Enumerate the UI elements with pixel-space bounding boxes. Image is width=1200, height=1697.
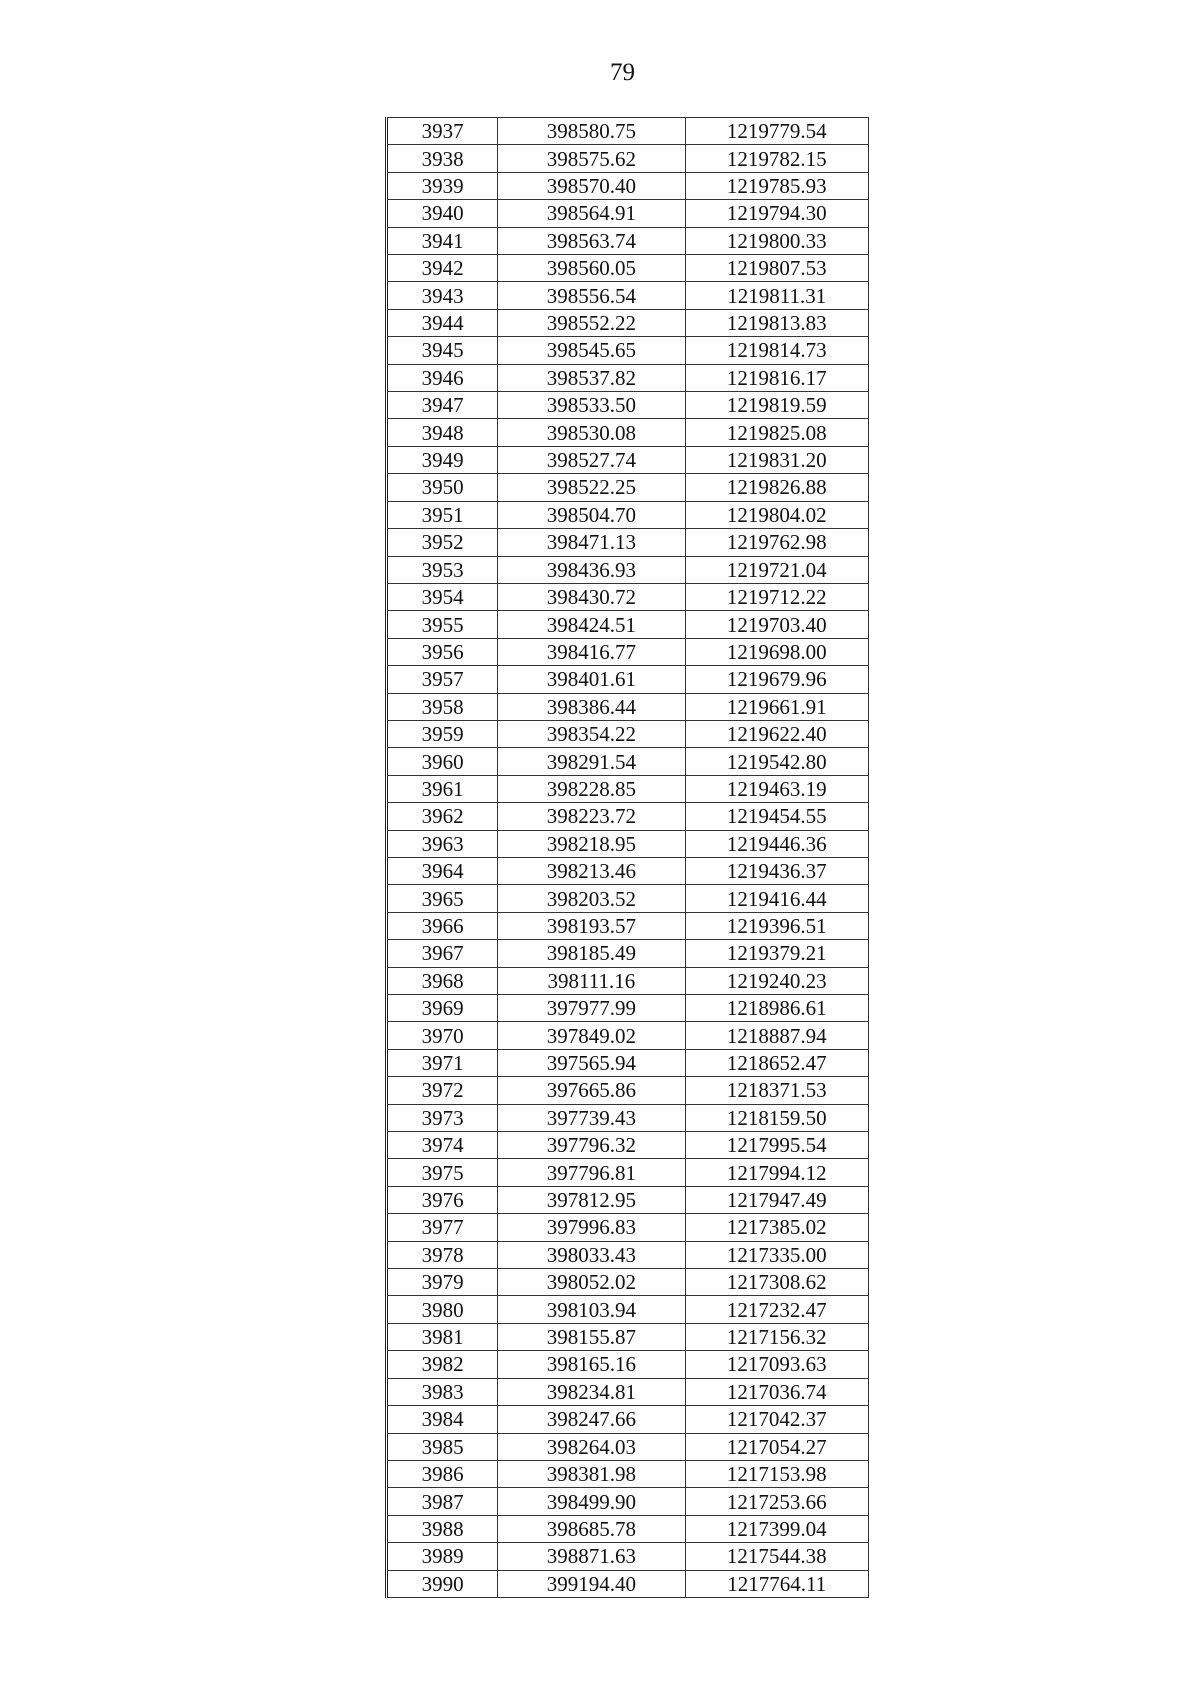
y-coordinate-cell: 1219831.20 — [685, 446, 868, 473]
x-coordinate-cell: 398522.25 — [498, 474, 685, 501]
y-coordinate-cell: 1217308.62 — [685, 1269, 868, 1296]
y-coordinate-cell: 1217544.38 — [685, 1543, 868, 1570]
table-row — [387, 1488, 869, 1515]
x-coordinate-cell: 398504.70 — [498, 501, 685, 528]
point-number-cell: 3981 — [387, 1323, 498, 1350]
point-number-cell: 3984 — [387, 1406, 498, 1433]
point-number-cell: 3940 — [387, 200, 498, 227]
table-row — [387, 1460, 869, 1487]
x-coordinate-cell: 397849.02 — [498, 1022, 685, 1049]
table-row — [387, 474, 869, 501]
y-coordinate-cell: 1219396.51 — [685, 912, 868, 939]
x-coordinate-cell: 397739.43 — [498, 1104, 685, 1131]
y-coordinate-cell: 1217093.63 — [685, 1351, 868, 1378]
table-row — [387, 940, 869, 967]
table-row — [387, 1296, 869, 1323]
table-row — [387, 556, 869, 583]
table-row — [387, 1241, 869, 1268]
coordinates-table-body — [387, 118, 869, 1598]
y-coordinate-cell: 1219698.00 — [685, 638, 868, 665]
point-number-cell: 3942 — [387, 255, 498, 282]
point-number-cell: 3969 — [387, 995, 498, 1022]
y-coordinate-cell: 1217764.11 — [685, 1570, 868, 1597]
x-coordinate-cell: 397812.95 — [498, 1186, 685, 1213]
point-number-cell: 3939 — [387, 172, 498, 199]
point-number-cell: 3956 — [387, 638, 498, 665]
y-coordinate-cell: 1217153.98 — [685, 1460, 868, 1487]
table-row — [387, 392, 869, 419]
point-number-cell: 3973 — [387, 1104, 498, 1131]
point-number-cell: 3978 — [387, 1241, 498, 1268]
y-coordinate-cell: 1219661.91 — [685, 693, 868, 720]
x-coordinate-cell: 398556.54 — [498, 282, 685, 309]
y-coordinate-cell: 1219721.04 — [685, 556, 868, 583]
x-coordinate-cell: 398228.85 — [498, 775, 685, 802]
y-coordinate-cell: 1219825.08 — [685, 419, 868, 446]
table-row — [387, 364, 869, 391]
table-row — [387, 885, 869, 912]
point-number-cell: 3986 — [387, 1460, 498, 1487]
x-coordinate-cell: 398264.03 — [498, 1433, 685, 1460]
table-row — [387, 748, 869, 775]
point-number-cell: 3958 — [387, 693, 498, 720]
y-coordinate-cell: 1217253.66 — [685, 1488, 868, 1515]
x-coordinate-cell: 397996.83 — [498, 1214, 685, 1241]
table-row — [387, 227, 869, 254]
x-coordinate-cell: 397977.99 — [498, 995, 685, 1022]
y-coordinate-cell: 1219826.88 — [685, 474, 868, 501]
table-row — [387, 1406, 869, 1433]
y-coordinate-cell: 1219454.55 — [685, 803, 868, 830]
x-coordinate-cell: 398575.62 — [498, 145, 685, 172]
point-number-cell: 3983 — [387, 1378, 498, 1405]
point-number-cell: 3980 — [387, 1296, 498, 1323]
x-coordinate-cell: 398560.05 — [498, 255, 685, 282]
point-number-cell: 3954 — [387, 583, 498, 610]
point-number-cell: 3961 — [387, 775, 498, 802]
table-row — [387, 967, 869, 994]
point-number-cell: 3964 — [387, 857, 498, 884]
table-row — [387, 309, 869, 336]
point-number-cell: 3987 — [387, 1488, 498, 1515]
y-coordinate-cell: 1219436.37 — [685, 857, 868, 884]
table-row — [387, 857, 869, 884]
y-coordinate-cell: 1219712.22 — [685, 583, 868, 610]
point-number-cell: 3967 — [387, 940, 498, 967]
x-coordinate-cell: 398291.54 — [498, 748, 685, 775]
point-number-cell: 3988 — [387, 1515, 498, 1542]
point-number-cell: 3959 — [387, 720, 498, 747]
table-row — [387, 1022, 869, 1049]
x-coordinate-cell: 397665.86 — [498, 1077, 685, 1104]
x-coordinate-cell: 398247.66 — [498, 1406, 685, 1433]
x-coordinate-cell: 398416.77 — [498, 638, 685, 665]
table-row — [387, 1132, 869, 1159]
point-number-cell: 3945 — [387, 337, 498, 364]
y-coordinate-cell: 1219416.44 — [685, 885, 868, 912]
table-row — [387, 720, 869, 747]
x-coordinate-cell: 398527.74 — [498, 446, 685, 473]
y-coordinate-cell: 1219542.80 — [685, 748, 868, 775]
x-coordinate-cell: 398537.82 — [498, 364, 685, 391]
point-number-cell: 3968 — [387, 967, 498, 994]
point-number-cell: 3941 — [387, 227, 498, 254]
y-coordinate-cell: 1219762.98 — [685, 529, 868, 556]
table-row — [387, 1543, 869, 1570]
table-row — [387, 995, 869, 1022]
y-coordinate-cell: 1217156.32 — [685, 1323, 868, 1350]
x-coordinate-cell: 398111.16 — [498, 967, 685, 994]
x-coordinate-cell: 398580.75 — [498, 118, 685, 145]
y-coordinate-cell: 1219804.02 — [685, 501, 868, 528]
point-number-cell: 3948 — [387, 419, 498, 446]
point-number-cell: 3943 — [387, 282, 498, 309]
point-number-cell: 3979 — [387, 1269, 498, 1296]
point-number-cell: 3990 — [387, 1570, 498, 1597]
x-coordinate-cell: 398545.65 — [498, 337, 685, 364]
y-coordinate-cell: 1217042.37 — [685, 1406, 868, 1433]
table-row — [387, 1323, 869, 1350]
table-row — [387, 1378, 869, 1405]
table-row — [387, 803, 869, 830]
table-row — [387, 255, 869, 282]
table-row — [387, 1049, 869, 1076]
point-number-cell: 3977 — [387, 1214, 498, 1241]
table-row — [387, 1515, 869, 1542]
x-coordinate-cell: 398471.13 — [498, 529, 685, 556]
point-number-cell: 3944 — [387, 309, 498, 336]
x-coordinate-cell: 398430.72 — [498, 583, 685, 610]
y-coordinate-cell: 1219813.83 — [685, 309, 868, 336]
table-row — [387, 282, 869, 309]
x-coordinate-cell: 398563.74 — [498, 227, 685, 254]
table-row — [387, 1269, 869, 1296]
y-coordinate-cell: 1217995.54 — [685, 1132, 868, 1159]
point-number-cell: 3962 — [387, 803, 498, 830]
y-coordinate-cell: 1219446.36 — [685, 830, 868, 857]
y-coordinate-cell: 1219779.54 — [685, 118, 868, 145]
y-coordinate-cell: 1219379.21 — [685, 940, 868, 967]
y-coordinate-cell: 1219816.17 — [685, 364, 868, 391]
x-coordinate-cell: 397565.94 — [498, 1049, 685, 1076]
x-coordinate-cell: 398685.78 — [498, 1515, 685, 1542]
x-coordinate-cell: 398499.90 — [498, 1488, 685, 1515]
point-number-cell: 3965 — [387, 885, 498, 912]
y-coordinate-cell: 1218159.50 — [685, 1104, 868, 1131]
point-number-cell: 3951 — [387, 501, 498, 528]
x-coordinate-cell: 398354.22 — [498, 720, 685, 747]
x-coordinate-cell: 398052.02 — [498, 1269, 685, 1296]
y-coordinate-cell: 1219240.23 — [685, 967, 868, 994]
point-number-cell: 3960 — [387, 748, 498, 775]
x-coordinate-cell: 398533.50 — [498, 392, 685, 419]
y-coordinate-cell: 1217335.00 — [685, 1241, 868, 1268]
point-number-cell: 3972 — [387, 1077, 498, 1104]
table-row — [387, 172, 869, 199]
y-coordinate-cell: 1219807.53 — [685, 255, 868, 282]
point-number-cell: 3970 — [387, 1022, 498, 1049]
table-row — [387, 693, 869, 720]
x-coordinate-cell: 398103.94 — [498, 1296, 685, 1323]
table-row — [387, 118, 869, 145]
point-number-cell: 3976 — [387, 1186, 498, 1213]
point-number-cell: 3949 — [387, 446, 498, 473]
y-coordinate-cell: 1217036.74 — [685, 1378, 868, 1405]
point-number-cell: 3937 — [387, 118, 498, 145]
point-number-cell: 3946 — [387, 364, 498, 391]
x-coordinate-cell: 398218.95 — [498, 830, 685, 857]
y-coordinate-cell: 1217947.49 — [685, 1186, 868, 1213]
x-coordinate-cell: 398436.93 — [498, 556, 685, 583]
x-coordinate-cell: 398193.57 — [498, 912, 685, 939]
point-number-cell: 3974 — [387, 1132, 498, 1159]
table-row — [387, 611, 869, 638]
x-coordinate-cell: 398424.51 — [498, 611, 685, 638]
y-coordinate-cell: 1217399.04 — [685, 1515, 868, 1542]
table-row — [387, 1186, 869, 1213]
x-coordinate-cell: 398871.63 — [498, 1543, 685, 1570]
y-coordinate-cell: 1219782.15 — [685, 145, 868, 172]
y-coordinate-cell: 1219819.59 — [685, 392, 868, 419]
x-coordinate-cell: 398213.46 — [498, 857, 685, 884]
point-number-cell: 3955 — [387, 611, 498, 638]
point-number-cell: 3966 — [387, 912, 498, 939]
point-number-cell: 3952 — [387, 529, 498, 556]
y-coordinate-cell: 1219679.96 — [685, 666, 868, 693]
y-coordinate-cell: 1219811.31 — [685, 282, 868, 309]
point-number-cell: 3963 — [387, 830, 498, 857]
y-coordinate-cell: 1217054.27 — [685, 1433, 868, 1460]
table-row — [387, 638, 869, 665]
point-number-cell: 3947 — [387, 392, 498, 419]
y-coordinate-cell: 1218652.47 — [685, 1049, 868, 1076]
point-number-cell: 3938 — [387, 145, 498, 172]
y-coordinate-cell: 1217232.47 — [685, 1296, 868, 1323]
table-row — [387, 1214, 869, 1241]
coordinates-table — [385, 117, 869, 1598]
point-number-cell: 3989 — [387, 1543, 498, 1570]
x-coordinate-cell: 398033.43 — [498, 1241, 685, 1268]
x-coordinate-cell: 398530.08 — [498, 419, 685, 446]
x-coordinate-cell: 398165.16 — [498, 1351, 685, 1378]
table-row — [387, 912, 869, 939]
table-row — [387, 200, 869, 227]
y-coordinate-cell: 1219622.40 — [685, 720, 868, 747]
page-number: 79 — [610, 59, 635, 86]
x-coordinate-cell: 398185.49 — [498, 940, 685, 967]
table-row — [387, 1433, 869, 1460]
x-coordinate-cell: 397796.32 — [498, 1132, 685, 1159]
table-row — [387, 1104, 869, 1131]
point-number-cell: 3953 — [387, 556, 498, 583]
x-coordinate-cell: 397796.81 — [498, 1159, 685, 1186]
x-coordinate-cell: 398401.61 — [498, 666, 685, 693]
y-coordinate-cell: 1218887.94 — [685, 1022, 868, 1049]
point-number-cell: 3957 — [387, 666, 498, 693]
y-coordinate-cell: 1217385.02 — [685, 1214, 868, 1241]
table-row — [387, 145, 869, 172]
table-row — [387, 775, 869, 802]
y-coordinate-cell: 1217994.12 — [685, 1159, 868, 1186]
table-row — [387, 337, 869, 364]
table-row — [387, 583, 869, 610]
point-number-cell: 3985 — [387, 1433, 498, 1460]
x-coordinate-cell: 398203.52 — [498, 885, 685, 912]
y-coordinate-cell: 1219800.33 — [685, 227, 868, 254]
point-number-cell: 3975 — [387, 1159, 498, 1186]
point-number-cell: 3950 — [387, 474, 498, 501]
y-coordinate-cell: 1219463.19 — [685, 775, 868, 802]
table-row — [387, 529, 869, 556]
table-row — [387, 1570, 869, 1597]
y-coordinate-cell: 1219814.73 — [685, 337, 868, 364]
x-coordinate-cell: 399194.40 — [498, 1570, 685, 1597]
table-row — [387, 830, 869, 857]
table-row — [387, 419, 869, 446]
table-row — [387, 666, 869, 693]
y-coordinate-cell: 1218986.61 — [685, 995, 868, 1022]
table-row — [387, 1077, 869, 1104]
point-number-cell: 3982 — [387, 1351, 498, 1378]
x-coordinate-cell: 398552.22 — [498, 309, 685, 336]
y-coordinate-cell: 1218371.53 — [685, 1077, 868, 1104]
x-coordinate-cell: 398570.40 — [498, 172, 685, 199]
point-number-cell: 3971 — [387, 1049, 498, 1076]
y-coordinate-cell: 1219703.40 — [685, 611, 868, 638]
table-row — [387, 1351, 869, 1378]
x-coordinate-cell: 398381.98 — [498, 1460, 685, 1487]
x-coordinate-cell: 398234.81 — [498, 1378, 685, 1405]
x-coordinate-cell: 398386.44 — [498, 693, 685, 720]
x-coordinate-cell: 398155.87 — [498, 1323, 685, 1350]
table-row — [387, 501, 869, 528]
y-coordinate-cell: 1219794.30 — [685, 200, 868, 227]
table-row — [387, 1159, 869, 1186]
y-coordinate-cell: 1219785.93 — [685, 172, 868, 199]
x-coordinate-cell: 398564.91 — [498, 200, 685, 227]
table-row — [387, 446, 869, 473]
x-coordinate-cell: 398223.72 — [498, 803, 685, 830]
